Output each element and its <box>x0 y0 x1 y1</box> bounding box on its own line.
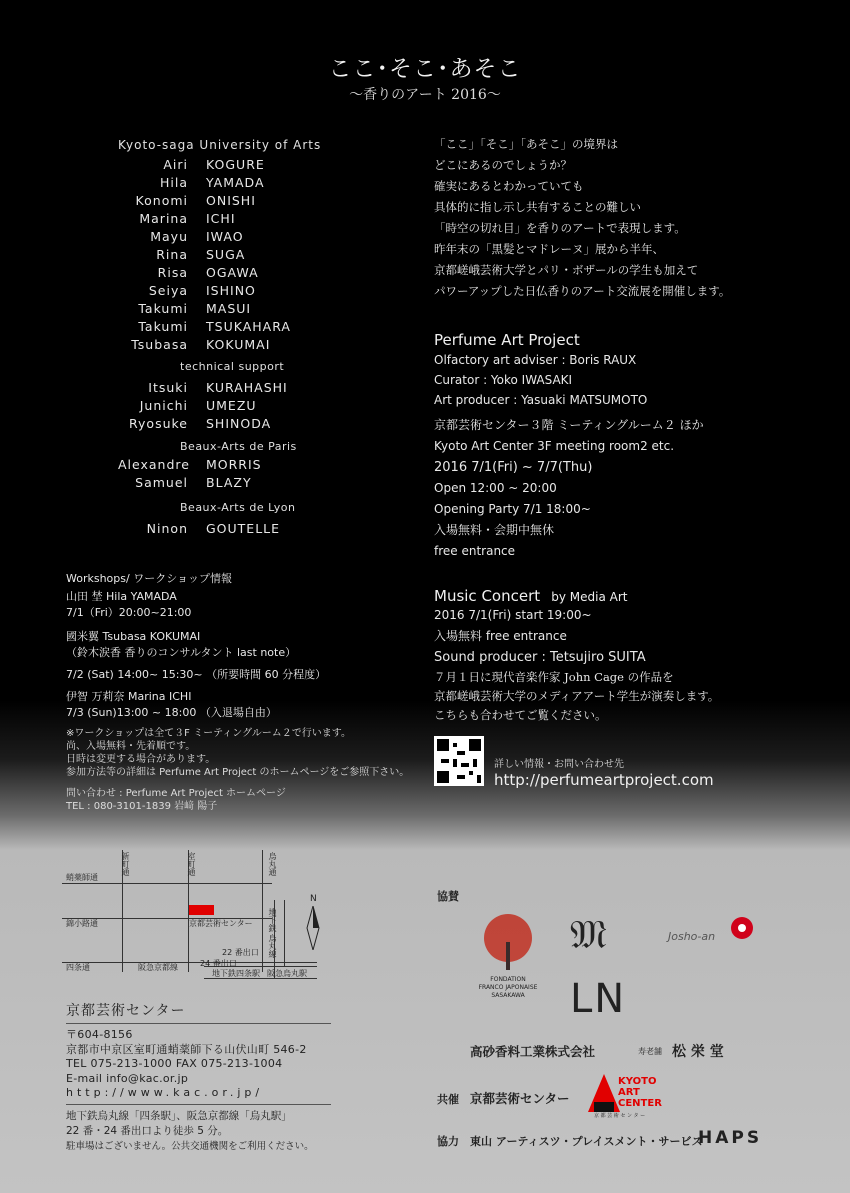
kac-logo-text <box>618 1076 662 1109</box>
last-name: ONISHI <box>206 193 256 208</box>
first-name: Marina <box>139 211 188 226</box>
workshops <box>66 571 411 813</box>
last-name: KOGURE <box>206 157 265 172</box>
access-2: 22 番・24 番出口より徒歩 5 分。 <box>66 1124 229 1137</box>
kyoto-members <box>118 156 321 354</box>
member-row <box>118 246 321 264</box>
kac-marker <box>189 905 214 915</box>
member-row <box>118 379 288 397</box>
map-hankyu: 阪急京都線 <box>138 963 178 972</box>
kac-logo-center: CENTER <box>618 1098 662 1109</box>
workshops-heading: Workshops/ ワークショップ情報 <box>66 572 232 585</box>
workshop-3-name: 伊智 万莉奈 Marina ICHI <box>66 690 192 703</box>
map-nishiki: 錦小路通 <box>66 919 98 928</box>
paris-members <box>118 456 262 492</box>
text-line: どこにあるのでしょうか？ <box>434 158 572 172</box>
access-3: 駐車場はございません。公共交通機関をご利用ください。 <box>66 1140 314 1152</box>
first-name: Takumi <box>138 319 188 334</box>
first-name: Takumi <box>138 301 188 316</box>
last-name: KURAHASHI <box>206 380 288 395</box>
map-muromachi: 室町通 <box>187 852 196 876</box>
first-name: Junichi <box>139 398 188 413</box>
qr-icon <box>437 739 481 783</box>
first-name: Ryosuke <box>129 416 188 431</box>
member-row <box>118 336 321 354</box>
text-line: ７月１日に現代音楽作家 John Cage の作品を <box>434 670 674 684</box>
venue-en: Kyoto Art Center 3F meeting room2 etc. <box>434 439 675 453</box>
website[interactable]: http://www.kac.or.jp/ <box>66 1086 331 1105</box>
first-name: Hila <box>159 175 188 190</box>
paris-heading: Beaux-Arts de Paris <box>180 440 297 453</box>
workshop-2-time: 7/2 (Sat) 14:00~ 15:30~ （所要時間 60 分程度） <box>66 668 327 681</box>
member-row <box>118 156 321 174</box>
first-name: Ninon <box>146 521 188 536</box>
map-station2: 阪急烏丸駅 <box>267 969 307 978</box>
last-name: UMEZU <box>206 398 257 413</box>
map-subway: 地下鉄 <box>268 908 277 932</box>
page-subtitle: 〜香りのアート 2016〜 <box>349 87 501 103</box>
inquiry <box>66 787 411 813</box>
member-row <box>118 318 321 336</box>
concert-free: 入場無料 free entrance <box>434 629 567 643</box>
email: E-mail info@kac.or.jp <box>66 1071 189 1085</box>
member-row <box>118 174 321 192</box>
first-name: Konomi <box>135 193 188 208</box>
josho-logo: Josho-an <box>668 930 716 943</box>
last-name: SUGA <box>206 247 246 262</box>
access-map <box>62 850 332 985</box>
project-url[interactable]: http://perfumeartproject.com <box>494 771 714 789</box>
takasago: 高砂香料工業株式会社 <box>470 1044 596 1059</box>
workshop-2-sub: （鈴木涙香 香りのコンサルタント last note） <box>66 646 297 659</box>
last-name: KOKUMAI <box>206 337 271 352</box>
first-name: Tsubasa <box>131 337 188 352</box>
member-row <box>118 228 321 246</box>
curator: Curator : Yoko IWASAKI <box>434 373 573 387</box>
address-details <box>66 1028 331 1105</box>
venue-info <box>434 415 704 562</box>
tel-fax: TEL 075-213-1000 FAX 075-213-1004 <box>66 1057 283 1070</box>
first-name: Airi <box>163 157 188 172</box>
first-name: Mayu <box>150 229 188 244</box>
first-name: Risa <box>157 265 188 280</box>
member-row <box>118 210 321 228</box>
producer: Art producer : Yasuaki MATSUMOTO <box>434 393 648 407</box>
map-karasuma-line: 烏丸線 <box>268 934 277 958</box>
dates: 2016 7/1(Fri) ~ 7/7(Thu) <box>434 460 593 475</box>
lyon-heading: Beaux-Arts de Lyon <box>180 501 296 514</box>
address-block <box>66 1000 331 1154</box>
concert-heading <box>434 586 627 605</box>
sponsor-label: 協賛 <box>437 890 459 903</box>
member-row <box>118 264 321 282</box>
last-name: ISHINO <box>206 283 256 298</box>
text-line: 参加方法等の詳細は Perfume Art Project のホームページをご参照下さい。 <box>66 767 410 778</box>
intro-text <box>434 134 834 302</box>
project-name: Perfume Art Project <box>434 331 580 349</box>
coop: 東山 アーティスツ・プレイスメント・サービス <box>470 1135 703 1148</box>
text-line: 京都嵯峨芸術大学とパリ・ボザールの学生も加えて <box>434 263 699 277</box>
text-line: 昨年末の「黒髪とマドレーヌ」展から半年、 <box>434 242 664 256</box>
concert-info <box>434 605 646 668</box>
first-name: Alexandre <box>118 457 190 472</box>
member-row <box>118 397 288 415</box>
member-row <box>118 415 288 433</box>
last-name: MASUI <box>206 301 252 316</box>
member-row <box>118 456 262 474</box>
tech-heading: technical support <box>180 360 285 373</box>
map-shinmachi: 新町通 <box>121 852 130 876</box>
coop-label: 協力 <box>437 1135 459 1148</box>
kac-name: 京都芸術センター <box>66 1000 331 1024</box>
access-1: 地下鉄烏丸線「四条駅」、阪急京都線「烏丸駅」 <box>66 1109 292 1122</box>
member-row <box>118 300 321 318</box>
last-name: SHINODA <box>206 416 272 431</box>
cohost-label: 共催 <box>437 1093 459 1106</box>
workshop-notes <box>66 727 411 779</box>
map-shijo: 四条通 <box>66 963 90 972</box>
venue-jp: 京都芸術センター３階 ミーティングルーム２ ほか <box>434 418 704 432</box>
kac-logo-kyoto: KYOTO <box>618 1076 657 1087</box>
calligraphy-logo: 𝔐 <box>570 912 607 958</box>
last-name: MORRIS <box>206 457 262 472</box>
tree-logo-icon <box>478 912 538 972</box>
concert-description <box>434 668 719 725</box>
kac-logo-sub: 京 都 芸 術 セ ン タ ー <box>594 1113 646 1119</box>
workshop-1-time: 7/1（Fri）20:00~21:00 <box>66 606 192 619</box>
participants <box>118 136 321 354</box>
page-title: ここ･そこ･あそこ <box>328 56 522 82</box>
contact-note: 詳しい情報・お問い合わせ先 <box>494 759 624 770</box>
first-name: Samuel <box>135 475 188 490</box>
tech-members <box>118 379 288 433</box>
map-karasuma: 烏丸通 <box>268 852 277 876</box>
fondation-text: FONDATION FRANCO JAPONAISE SASAKAWA <box>478 976 538 999</box>
text-line: 京都嵯峨芸術大学のメディアアート学生が演奏します。 <box>434 689 720 703</box>
map-kac: 京都芸術センター <box>189 919 253 928</box>
member-row <box>118 282 321 300</box>
concert-date: 2016 7/1(Fri) start 19:00~ <box>434 608 592 622</box>
workshop-1-name: 山田 埜 Hila YAMADA <box>66 590 177 603</box>
member-row <box>118 520 280 538</box>
last-name: BLAZY <box>206 475 252 490</box>
first-name: Itsuki <box>148 380 188 395</box>
workshop-3 <box>66 689 411 721</box>
map-exit24: 24 番出口 <box>200 959 237 968</box>
street-address: 京都市中京区室町通蛸薬師下る山伏山町 546-2 <box>66 1042 307 1056</box>
concert-by: by Media Art <box>551 590 628 604</box>
sound-producer: Sound producer : Tetsujiro SUITA <box>434 650 646 665</box>
opening-party: Opening Party 7/1 18:00~ <box>434 502 591 516</box>
workshop-3-time: 7/3 (Sun)13:00 ~ 18:00 （入退場自由） <box>66 706 277 719</box>
text-line: 確実にあるとわかっていても <box>434 179 584 193</box>
qr-code[interactable] <box>434 736 484 786</box>
ln-logo: LN <box>570 976 627 1022</box>
workshop-2-name: 國米翼 Tsubasa KOKUMAI <box>66 630 201 643</box>
workshop-2 <box>66 629 411 683</box>
text-line: 具体的に指し示し共有することの難しい <box>434 200 641 214</box>
workshop-1 <box>66 589 411 621</box>
map-takoyakushi: 蛸薬師通 <box>66 873 98 882</box>
haps-logo: HAPS <box>698 1128 763 1148</box>
last-name: ICHI <box>206 211 236 226</box>
kac-logo-art: ART <box>618 1087 640 1098</box>
map-exit22: 22 番出口 <box>222 948 259 957</box>
lyon-members <box>118 520 280 538</box>
last-name: OGAWA <box>206 265 259 280</box>
adviser: Olfactory art adviser : Boris RAUX <box>434 353 637 367</box>
map-station1: 地下鉄四条駅 <box>212 969 260 978</box>
text-line: ※ワークショップは全て３F ミーティングルーム２で行います。 <box>66 728 352 739</box>
zip: 〒604-8156 <box>66 1028 133 1041</box>
text-line: 尚、入場無料・先着順です。 <box>66 741 196 752</box>
project-credits <box>434 350 647 410</box>
open-hours: Open 12:00 ~ 20:00 <box>434 481 557 495</box>
last-name: IWAO <box>206 229 244 244</box>
text-line: 日時は変更する場合があります。 <box>66 754 216 765</box>
north-arrow-icon <box>306 906 320 950</box>
last-name: TSUKAHARA <box>206 319 291 334</box>
kac-logo-icon <box>586 1074 622 1114</box>
shoeido: 松 栄 堂 <box>672 1044 724 1060</box>
text-line: こちらも合わせてご覧ください。 <box>434 708 607 722</box>
last-name: GOUTELLE <box>206 521 281 536</box>
inquiry-text: 問い合わせ : Perfume Art Project ホームページ <box>66 788 286 799</box>
inquiry-tel: TEL : 080-3101-1839 岩﨑 陽子 <box>66 801 218 812</box>
text-line: パワーアップした日仏香りのアート交流展を開催します。 <box>434 284 731 298</box>
member-row <box>118 192 321 210</box>
member-row <box>118 474 262 492</box>
first-name: Rina <box>156 247 188 262</box>
access <box>66 1109 331 1154</box>
text-line: 「ここ」「そこ」「あそこ」の境界は <box>434 137 618 151</box>
shoeido-small: 寿老舗 <box>638 1047 662 1056</box>
cohost: 京都芸術センター <box>470 1091 570 1106</box>
text-line: 「時空の切れ目」を香りのアートで表現します。 <box>434 221 686 235</box>
concert-title: Music Concert <box>434 587 541 605</box>
map-north: N <box>310 894 317 904</box>
free-en: free entrance <box>434 544 516 558</box>
free-jp: 入場無料・会期中無休 <box>434 523 555 537</box>
first-name: Seiya <box>148 283 188 298</box>
kyoto-heading: Kyoto-saga University of Arts <box>118 138 322 152</box>
last-name: YAMADA <box>206 175 265 190</box>
camellia-icon <box>728 914 756 942</box>
